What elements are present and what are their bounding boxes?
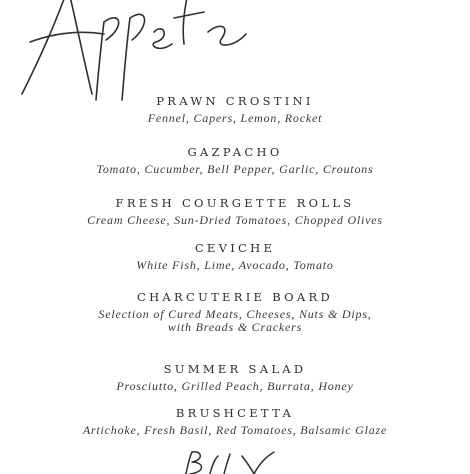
menu-item-name: CHARCUTERIE BOARD [137, 290, 333, 304]
menu-item-gazpacho [0, 145, 470, 176]
menu-item-name: PRAWN CROSTINI [156, 94, 314, 108]
menu-item-name: CEVICHE [194, 241, 276, 255]
menu-item-name: GAZPACHO [187, 145, 283, 159]
menu-item-brushcetta [0, 406, 470, 437]
menu-item-description: Cream Cheese, Sun-Dried Tomatoes, Chopped Olives [87, 213, 383, 227]
menu-item-description: White Fish, Lime, Avocado, Tomato [136, 258, 334, 272]
menu-item-summer-salad [0, 362, 470, 393]
menu-item-description: Selection of Cured Meats, Cheeses, Nuts & Dips, [98, 307, 372, 321]
menu-item-ceviche [0, 241, 470, 272]
menu-item-prawn-crostini [0, 94, 470, 125]
menu-item-description: Prosciutto, Grilled Peach, Burrata, Honey [116, 379, 354, 393]
signature-script [178, 448, 288, 474]
menu-item-charcuterie-board [0, 290, 470, 334]
menu-item-description-line-2: with Breads & Crackers [167, 320, 303, 334]
menu-item-name: BRUSHCETTA [175, 406, 295, 420]
menu-item-description: Artichoke, Fresh Basil, Red Tomatoes, Balsamic Glaze [82, 423, 388, 437]
menu-item-description: Fennel, Capers, Lemon, Rocket [147, 111, 323, 125]
menu-item-description: Tomato, Cucumber, Bell Pepper, Garlic, Croutons [96, 162, 374, 176]
menu-heading-script [8, 0, 268, 102]
menu-item-name: SUMMER SALAD [163, 362, 307, 376]
menu-item-fresh-courgette-rolls [0, 196, 470, 227]
menu-item-name: FRESH COURGETTE ROLLS [115, 196, 355, 210]
